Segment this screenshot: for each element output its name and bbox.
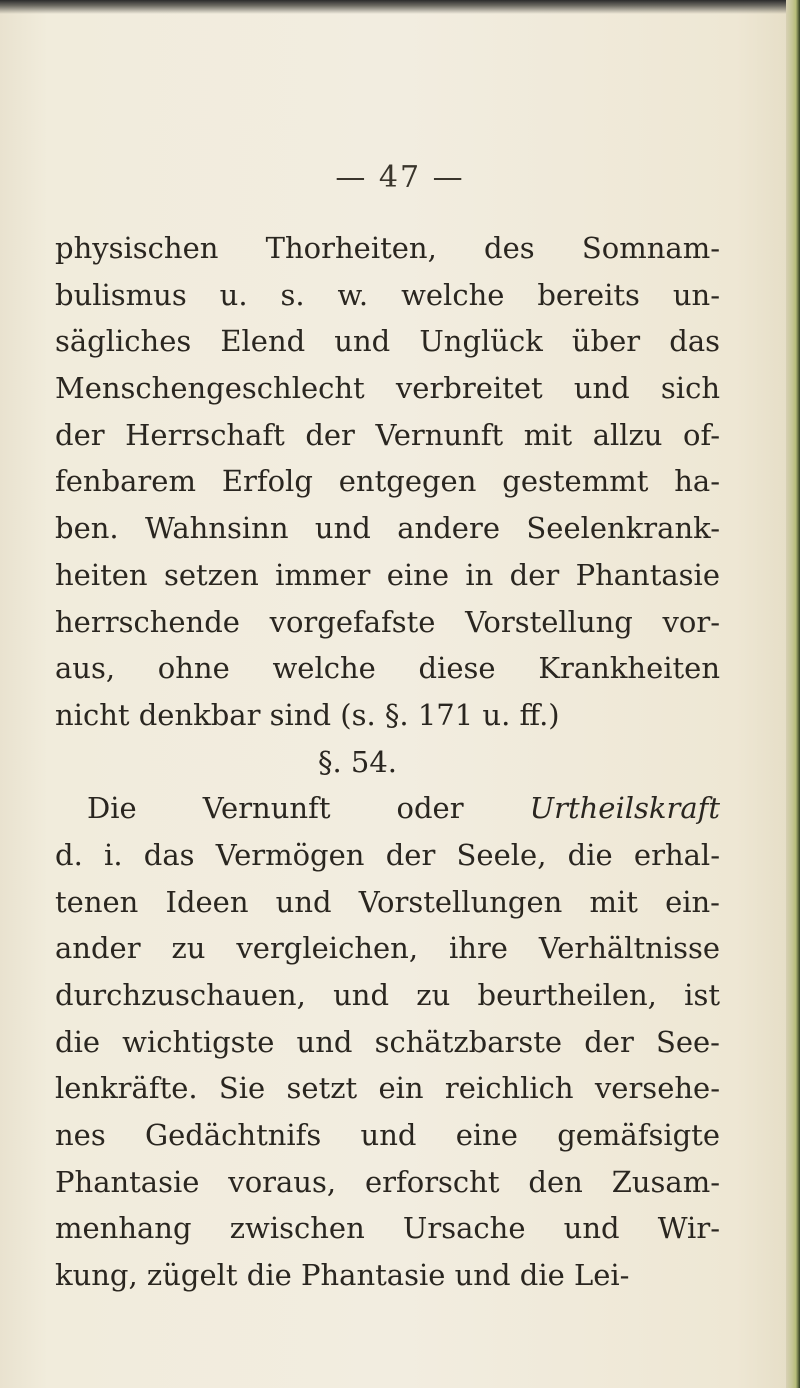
text-line: Phantasie voraus, erforscht den Zusam- — [55, 1164, 720, 1199]
text-span: Die Vernunft oder — [87, 791, 530, 826]
text-line: physischen Thorheiten, des Somnam- — [55, 231, 720, 265]
text-line: herrschende vorgefafste Vorstellung vor- — [55, 604, 720, 639]
text-line: ander zu vergleichen, ihre Verhältnisse — [55, 931, 720, 966]
text-line: Menschengeschlecht verbreitet und sich — [55, 371, 720, 406]
text-line-first — [55, 785, 720, 832]
section-heading: §. 54. — [317, 744, 398, 779]
emphasized-term: Urtheilskraft — [529, 791, 720, 826]
text-line: nicht denkbar sind (s. §. 171 u. ff.) — [55, 697, 560, 732]
text-line: tenen Ideen und Vorstellungen mit ein- — [55, 884, 720, 919]
text-line: der Herrschaft der Vernunft mit allzu of- — [55, 417, 720, 452]
text-line: durchzuschauen, und zu beurtheilen, ist — [55, 978, 720, 1012]
scan-right-edge — [786, 0, 800, 1388]
text-line: aus, ohne welche diese Krankheiten — [55, 651, 720, 686]
text-line: bulismus u. s. w. welche bereits un- — [55, 277, 720, 312]
text-line: kung, zügelt die Phantasie und die Lei- — [55, 1258, 630, 1293]
text-line: fenbarem Erfolg entgegen gestemmt ha- — [55, 464, 720, 499]
text-line: die wichtigste und schätzbarste der See- — [55, 1024, 720, 1059]
text-line: nes Gedächtnifs und eine gemäfsigte — [55, 1118, 720, 1153]
text-line: heiten setzen immer eine in der Phantasie — [55, 557, 720, 592]
text-line: sägliches Elend und Unglück über das — [55, 324, 720, 359]
text-line: menhang zwischen Ursache und Wir- — [55, 1211, 720, 1246]
text-line: ben. Wahnsinn und andere Seelenkrank- — [55, 511, 720, 546]
text-line: d. i. das Vermögen der Seele, die erhal- — [55, 837, 720, 872]
scan-top-shadow — [0, 0, 800, 14]
page-number: — 47 — — [335, 160, 465, 195]
body-text — [55, 225, 720, 1299]
text-line: lenkräfte. Sie setzt ein reichlich versehe- — [55, 1071, 720, 1106]
